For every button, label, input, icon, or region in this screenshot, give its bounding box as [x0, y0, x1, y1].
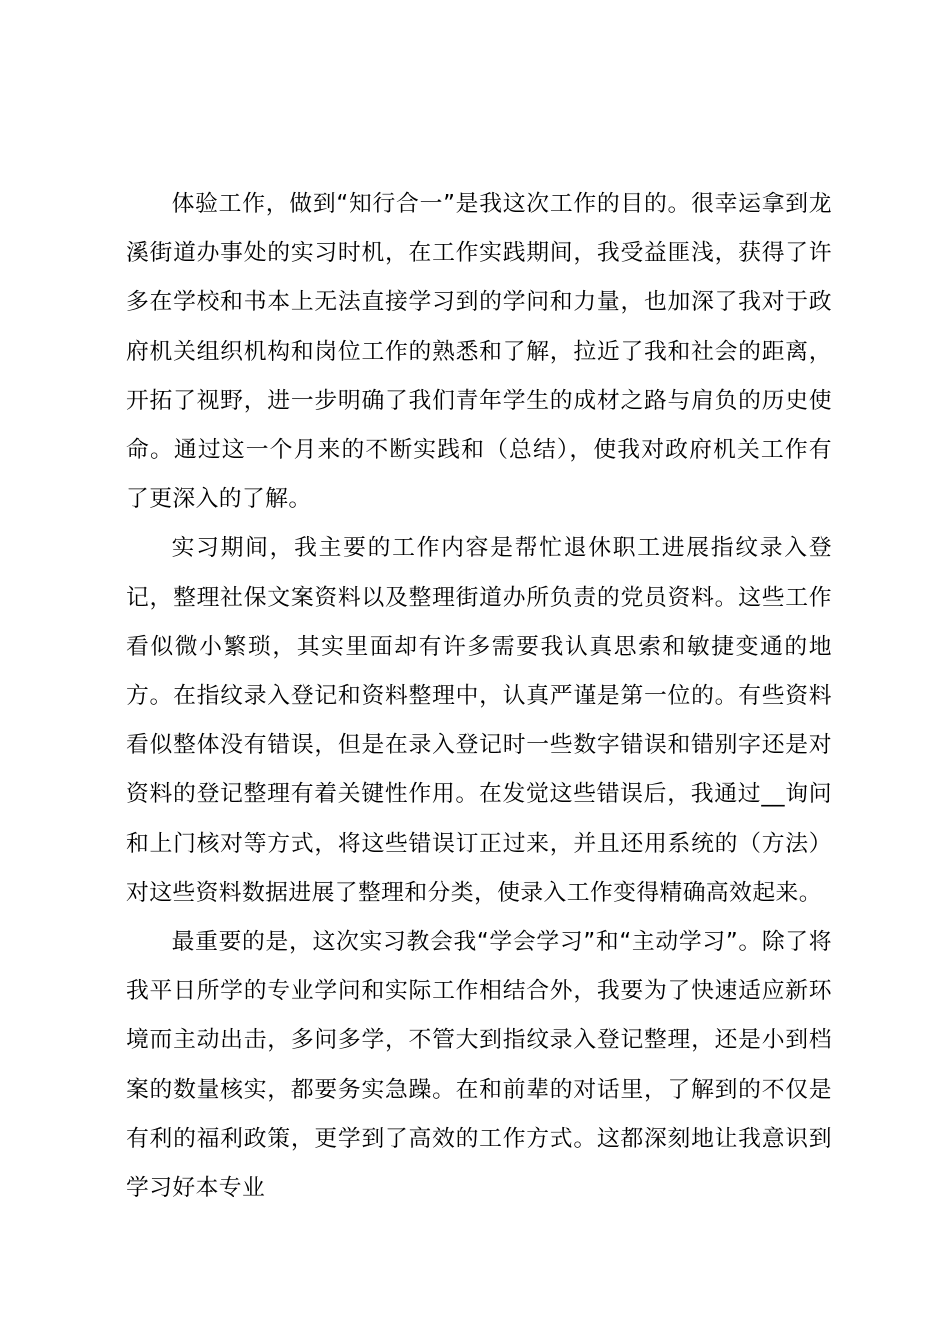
paragraph-3: 最重要的是，这次实习教会我“学会学习”和“主动学习”。除了将我平日所学的专业学问和实际工作相结合外，我要为了快速适应新环境而主动出击，多问多学，不管大到指纹录入登记整理，还是小到档案的数量核实，都要务实急躁。在和前辈的对话里，了解到的不仅是有利的福利政策，更学到了高效的工作方式。这都深刻地让我意识到学习好本专业 — [126, 929, 832, 1202]
document-body — [126, 180, 832, 1213]
paragraph-2: 实习期间，我主要的工作内容是帮忙退休职工进展指纹录入登记，整理社保文案资料以及整理街道办所负责的党员资料。这些工作看似微小繁琐，其实里面却有许多需要我认真思索和敏捷变通的地方。在指纹录入登记和资料整理中，认真严谨是第一位的。有些资料看似整体没有错误，但是在录入登记时一些数字错误和错别字还是对资料的登记整理有着关键性作用。在发觉这些错误后，我通过__询问和上门核对等方式，将这些错误订正过来，并且还用系统的（方法）对这些资料数据进展了整理和分类，使录入工作变得精确高效起来。 — [126, 535, 832, 906]
paragraph-1: 体验工作，做到“知行合一”是我这次工作的目的。很幸运拿到龙溪街道办事处的实习时机，在工作实践期间，我受益匪浅，获得了许多在学校和书本上无法直接学习到的学问和力量，也加深了我对于政府机关组织机构和岗位工作的熟悉和了解，拉近了我和社会的距离，开拓了视野，进一步明确了我们青年学生的成材之路与肩负的历史使命。通过这一个月来的不断实践和（总结），使我对政府机关工作有了更深入的了解。 — [126, 191, 832, 513]
